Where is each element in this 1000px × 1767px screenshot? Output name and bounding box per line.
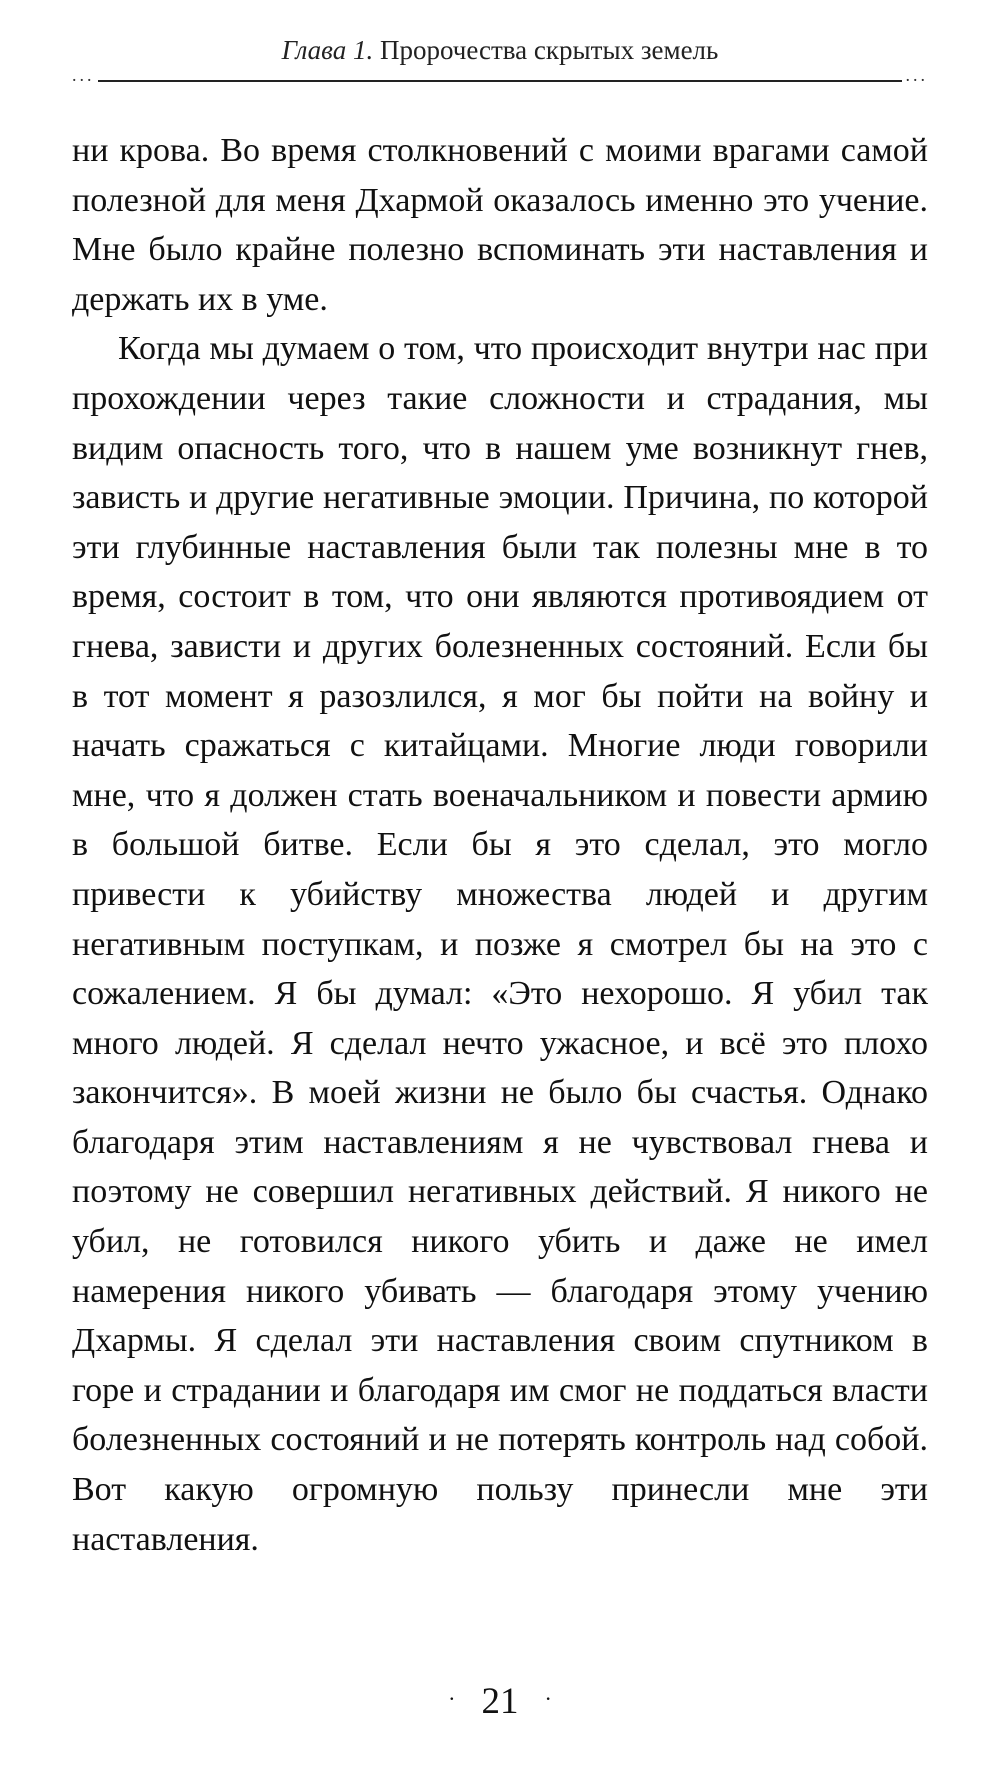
paragraph-1: ни крова. Во время столкновений с моими врагами самой полезной для меня Дхармой оказалось именно это учение. Мне было крайне полезно вспоминать эти наставления и держать их в уме. (72, 132, 928, 318)
rule-dots-right: ... (905, 65, 928, 85)
folio-dot-right: · (544, 1685, 552, 1711)
page-number: 21 (481, 1681, 519, 1722)
folio-dot-left: · (448, 1685, 456, 1711)
rule-dots-left: ... (72, 65, 95, 85)
header-rule (72, 65, 928, 85)
rule-line (98, 80, 902, 82)
paragraph-2: Когда мы думаем о том, что происходит внутри нас при прохождении через такие сложности и страдания, мы видим опасность того, что в нашем уме возникнут гнев, зависть и другие негативные эмоции. Причина, по которой эти глубинные наставления были так полезны мне в то время, состоит в том, что они являются противоядием от гнева, зависти и других болезненных состояний. Если бы в тот момент я разозлился, я мог бы пойти на войну и начать сражаться с китайцами. Многие люди говорили мне, что я должен стать военачальником и повести армию в большой битве. Если бы я это сделал, это могло привести к убийству множества людей и другим негативным поступкам, и позже я смотрел бы на это с сожалением. Я бы думал: «Это нехорошо. Я убил так много людей. Я сделал нечто ужасное, и всё это плохо закончится». В моей жизни не было бы счастья. Однако благодаря этим наставлениям я не чувствовал гнева и поэтому не совершил негативных действий. Я никого не убил, не готовился никого убить и даже не имел намерения никого убивать — благодаря этому учению Дхармы. Я сделал эти наставления своим спутником в горе и страдании и благодаря им смог не поддаться власти болезненных состояний и не потерять контроль над собой. Вот какую огромную пользу принесли мне эти наставления. (72, 330, 928, 1558)
chapter-title: Пророчества скрытых земель (379, 35, 719, 65)
chapter-label: Глава 1. (281, 35, 374, 65)
page-footer (0, 1680, 1000, 1727)
running-head (0, 32, 1000, 68)
body-text (72, 126, 928, 1564)
